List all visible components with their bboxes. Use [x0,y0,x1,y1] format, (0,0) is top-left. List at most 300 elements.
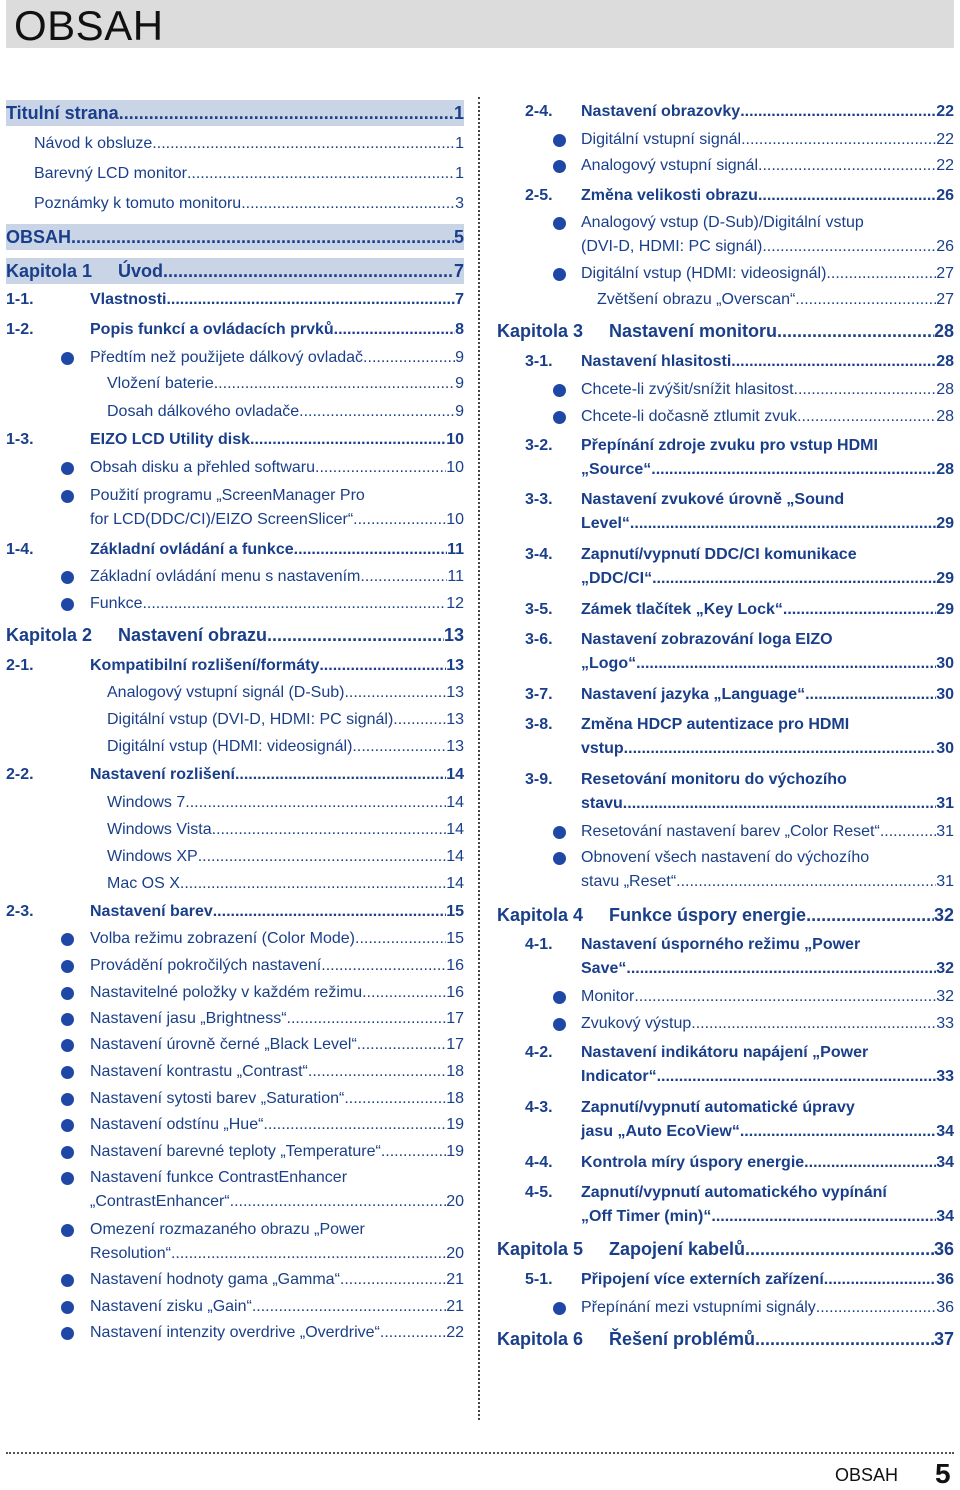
leader-dots [691,1012,936,1036]
entry-row[interactable] [34,132,464,156]
section-number: 4-4. [525,1154,553,1171]
leader-dots [393,708,446,732]
page-ref: 31 [936,823,954,840]
toc-entry[interactable] [6,622,464,648]
entry-title-line2: Resolution“ [90,1245,171,1262]
footer-label: OBSAH [835,1465,899,1485]
entry-title-line2: (DVI-D, HDMI: PC signál) [581,238,763,255]
entry-title: Poznámky k tomuto monitoru [34,195,242,212]
page-ref: 22 [936,157,954,174]
entry-row[interactable] [107,872,464,896]
page-ref: 29 [936,601,954,618]
entry-row[interactable] [90,1190,464,1214]
page-ref: 15 [446,930,464,947]
entry-row[interactable] [90,508,464,532]
bullet-icon [553,411,566,424]
entry-row[interactable] [581,567,954,591]
entry-row[interactable] [90,456,464,480]
leader-dots [187,162,455,186]
page-ref: 22 [936,103,954,120]
entry-row[interactable] [90,763,464,787]
entry-title: Provádění pokročilých nastavení [90,957,322,974]
toc-entry[interactable] [497,1326,954,1352]
chapter-row[interactable] [609,1327,954,1351]
entry-row[interactable] [581,100,954,124]
page-ref: 14 [446,766,464,783]
toc-entry[interactable] [6,224,464,250]
entry-row[interactable] [90,1140,464,1164]
chapter-title: Nastavení monitoru [609,321,778,341]
entry-row[interactable] [581,235,954,259]
toc-entry[interactable] [497,902,954,928]
leader-dots [741,128,936,152]
entry-row[interactable] [581,598,954,622]
section-number: 2-4. [525,103,553,120]
entry-title: Kontrola míry úspory energie [581,1154,805,1171]
entry-title: Chcete-li zvýšit/snížit hlasitost [581,381,794,398]
bullet-icon [61,1039,74,1052]
page-ref: 20 [446,1245,464,1262]
entry-row[interactable] [581,1205,954,1229]
leader-dots [212,818,447,842]
entry-title-line2: „ContrastEnhancer“ [90,1193,230,1210]
leader-dots [634,985,936,1009]
entry-row[interactable] [90,1268,464,1292]
page-ref: 9 [455,375,464,392]
leader-dots [308,1060,446,1084]
entry-title: Funkce [90,595,143,612]
entry-row[interactable] [581,957,954,981]
entry-title-line2: Level“ [581,515,630,532]
entry-row[interactable] [581,512,954,536]
entry-title-line2: „Off Timer (min)“ [581,1208,712,1225]
bullet-icon [61,1224,74,1237]
page-ref: 34 [936,1154,954,1171]
entry-title: Barevný LCD monitor [34,165,187,182]
leader-dots [294,538,447,562]
bullet-icon [61,933,74,946]
page-ref: 21 [446,1298,464,1315]
entry-title: Analogový vstupní signál [581,157,758,174]
leader-dots [816,1296,936,1320]
leader-dots [315,456,446,480]
page-ref: 9 [455,349,464,366]
entry-row[interactable] [107,400,464,424]
entry-row[interactable] [107,708,464,732]
page-ref: 37 [933,1329,954,1349]
entry-row[interactable] [581,154,954,178]
leader-dots [357,1033,446,1057]
leader-dots [652,567,936,591]
entry-row[interactable] [90,1033,464,1057]
entry-title: Nastavení obrazovky [581,103,741,120]
page-ref: 32 [936,988,954,1005]
page-ref: 5 [453,227,464,247]
entry-row[interactable] [90,538,464,562]
leader-dots [762,235,936,259]
entry-row[interactable] [581,1065,954,1089]
entry-row[interactable] [597,288,954,312]
entry-title: Nastavení odstínu „Hue“ [90,1116,264,1133]
entry-row[interactable] [90,900,464,924]
chapter-row[interactable] [609,1237,954,1261]
entry-title-line2: stavu [581,795,623,812]
page-title: OBSAH [14,2,164,49]
leader-dots [119,101,454,125]
page-ref: 34 [936,1123,954,1140]
leader-dots [758,154,936,178]
entry-title: Chcete-li dočasně ztlumit zvuk [581,408,798,425]
leader-dots [623,792,936,816]
entry-row[interactable] [107,681,464,705]
leader-dots [806,903,934,927]
bullet-icon [553,1018,566,1031]
entry-title: Windows 7 [107,794,186,811]
entry-title-line2: for LCD(DDC/CI)/EIZO ScreenSlicer“ [90,511,354,528]
entry-title-line1: Obnovení všech nastavení do výchozího [581,849,870,866]
page-ref: 9 [455,403,464,420]
entry-row[interactable] [581,128,954,152]
page-ref: 1 [453,103,464,123]
chapter-title: Úvod [118,261,163,281]
bullet-icon [61,960,74,973]
entry-row[interactable] [107,791,464,815]
leader-dots [355,927,446,951]
page-ref: 14 [446,821,464,838]
entry-title: Monitor [581,988,635,1005]
page-ref: 10 [446,511,464,528]
entry-title-line2: vstup [581,740,624,757]
entry-title: Nastavení sytosti barev „Saturation“ [90,1090,345,1107]
leader-dots [363,346,455,370]
leader-dots [795,288,936,312]
leader-dots [287,1007,447,1031]
entry-row[interactable] [581,1151,954,1175]
bullet-icon [61,1172,74,1185]
chapter-title: Funkce úspory energie [609,905,807,925]
entry-title: Digitální vstup (DVI-D, HDMI: PC signál) [107,711,394,728]
entry-title-line1: Nastavení funkce ContrastEnhancer [90,1169,348,1186]
entry-row[interactable] [581,737,954,761]
toc-entry[interactable] [497,1236,954,1262]
entry-row[interactable] [581,870,954,894]
leader-dots [711,1205,936,1229]
page-ref: 28 [933,321,954,341]
entry-title-line1: Nastavení indikátoru napájení „Power [581,1044,869,1061]
entry-row[interactable] [90,1321,464,1345]
entry-row[interactable] [581,378,954,402]
entry-title: Nastavení rozlišení [90,766,235,783]
page-ref: 36 [936,1271,954,1288]
leader-dots [745,1237,934,1261]
page-ref: 21 [446,1271,464,1288]
entry-title: Nastavení jazyka „Language“ [581,686,806,703]
entry-row[interactable] [581,985,954,1009]
entry-row[interactable] [90,428,464,452]
entry-row[interactable] [581,792,954,816]
entry-title: Přepínání mezi vstupními signály [581,1299,816,1316]
entry-title: Připojení více externích zařízení [581,1271,824,1288]
entry-row[interactable] [90,654,464,678]
page-ref: 14 [446,875,464,892]
bullet-icon [61,598,74,611]
leader-dots [626,957,936,981]
section-number: 3-6. [525,631,553,648]
leader-dots [624,737,937,761]
entry-row[interactable] [581,1120,954,1144]
chapter-number: Kapitola 1 [6,261,93,281]
leader-dots [171,1242,446,1266]
leader-dots [353,508,446,532]
entry-row[interactable] [581,683,954,707]
page-ref: 10 [446,431,464,448]
entry-title: Digitální vstupní signál [581,131,742,148]
entry-row[interactable] [90,1060,464,1084]
leader-dots [758,184,936,208]
page-ref: 26 [936,238,954,255]
leader-dots [340,1268,446,1292]
bullet-icon [553,268,566,281]
entry-row[interactable] [34,192,464,216]
page-ref: 26 [936,187,954,204]
chapter-row[interactable] [6,101,464,125]
entry-row[interactable] [90,1295,464,1319]
entry-title-line2: „Logo“ [581,655,637,672]
chapter-number: Kapitola 3 [497,321,584,341]
chapter-number: Kapitola 4 [497,905,584,925]
entry-row[interactable] [34,162,464,186]
chapter-number: Kapitola 5 [497,1239,584,1259]
entry-title-line1: Zapnutí/vypnutí automatického vypínání [581,1184,887,1201]
entry-title: Nastavení jasu „Brightness“ [90,1010,287,1027]
entry-row[interactable] [581,1012,954,1036]
section-number: 2-2. [6,766,34,783]
entry-title: Analogový vstupní signál (D-Sub) [107,684,345,701]
entry-title-line1: Zapnutí/vypnutí DDC/CI komunikace [581,546,857,563]
leader-dots [804,1151,936,1175]
entry-row[interactable] [581,458,954,482]
leader-dots [267,623,444,647]
section-number: 4-1. [525,936,553,953]
entry-row[interactable] [90,288,464,312]
section-number: 4-5. [525,1184,553,1201]
entry-title: Digitální vstup (HDMI: videosignál) [581,265,827,282]
page-ref: 14 [446,848,464,865]
toc-entry[interactable] [497,318,954,344]
entry-title: Obsah disku a přehled softwaru [90,459,316,476]
bullet-icon [553,217,566,230]
page-ref: 11 [447,568,464,585]
page-ref: 30 [936,655,954,672]
section-number: 3-9. [525,771,553,788]
bullet-icon [553,384,566,397]
page-ref: 18 [446,1090,464,1107]
entry-row[interactable] [581,652,954,676]
page-ref: 8 [455,321,464,338]
entry-row[interactable] [90,954,464,978]
entry-row[interactable] [90,565,464,589]
entry-row[interactable] [581,1296,954,1320]
section-number: 3-1. [525,353,553,370]
section-number: 3-4. [525,546,553,563]
leader-dots [252,1295,446,1319]
leader-dots [783,598,936,622]
page-ref: 13 [446,657,464,674]
entry-row[interactable] [107,845,464,869]
chapter-title: Zapojení kabelů [609,1239,746,1259]
page-ref: 29 [936,570,954,587]
page-ref: 36 [933,1239,954,1259]
page-ref: 20 [446,1193,464,1210]
section-number: 3-8. [525,716,553,733]
entry-row[interactable] [581,184,954,208]
entry-title: Vložení baterie [107,375,214,392]
leader-dots [344,1087,446,1111]
page-ref: 19 [446,1116,464,1133]
page-ref: 30 [936,686,954,703]
leader-dots [198,845,447,869]
page-ref: 17 [446,1010,464,1027]
entry-title: Dosah dálkového ovladače [107,403,300,420]
page-ref: 13 [446,711,464,728]
toc-entry[interactable] [6,100,464,126]
leader-dots [299,400,455,424]
page-ref: 28 [936,408,954,425]
bullet-icon [61,462,74,475]
leader-dots [651,458,936,482]
entry-row[interactable] [90,1007,464,1031]
entry-title: Nastavení úrovně černé „Black Level“ [90,1036,357,1053]
entry-row[interactable] [90,1242,464,1266]
entry-row[interactable] [90,592,464,616]
entry-title: Nastavení kontrastu „Contrast“ [90,1063,308,1080]
page-ref: 28 [936,381,954,398]
entry-row[interactable] [90,981,464,1005]
chapter-title: Nastavení obrazu [118,625,268,645]
page-ref: 7 [455,291,464,308]
entry-title: Windows XP [107,848,198,865]
entry-row[interactable] [107,372,464,396]
leader-dots [880,820,936,844]
chapter-row[interactable] [118,259,464,283]
entry-row[interactable] [107,735,464,759]
entry-title-line2: Indicator“ [581,1068,657,1085]
bullet-icon [61,1013,74,1026]
page-ref: 28 [936,461,954,478]
page-ref: 14 [446,794,464,811]
leader-dots [71,225,454,249]
leader-dots [755,1327,934,1351]
leader-dots [381,1140,446,1164]
entry-title: Mac OS X [107,875,180,892]
leader-dots [230,1190,447,1214]
entry-title-line1: Nastavení úsporného režimu „Power [581,936,861,953]
section-number: 3-3. [525,491,553,508]
page-ref: 28 [936,353,954,370]
entry-title-line1: Analogový vstup (D-Sub)/Digitální vstup [581,214,864,231]
entry-row[interactable] [90,1113,464,1137]
entry-row[interactable] [90,346,464,370]
entry-title: Změna velikosti obrazu [581,187,758,204]
entry-title: Návod k obsluze [34,135,153,152]
leader-dots [241,192,455,216]
leader-dots [362,981,446,1005]
leader-dots [826,262,936,286]
entry-row[interactable] [581,1268,954,1292]
leader-dots [166,288,455,312]
leader-dots [805,683,936,707]
page-ref: 1 [455,165,464,182]
page-ref: 3 [455,195,464,212]
page-ref: 22 [936,131,954,148]
page-ref: 31 [936,795,954,812]
toc-entry[interactable] [6,258,464,284]
page-number: 5 [935,1458,951,1489]
entry-title: Zvětšení obrazu „Overscan“ [597,291,796,308]
entry-title: Základní ovládání menu s nastavením [90,568,361,585]
chapter-row[interactable] [118,623,464,647]
leader-dots [794,378,937,402]
leader-dots [824,1268,936,1292]
page-ref: 18 [446,1063,464,1080]
section-number: 5-1. [525,1271,553,1288]
entry-title: EIZO LCD Utility disk [90,431,251,448]
leader-dots [334,318,455,342]
section-number: 1-2. [6,321,34,338]
entry-row[interactable] [581,820,954,844]
entry-title-line2: jasu „Auto EcoView“ [581,1123,740,1140]
entry-row[interactable] [90,927,464,951]
section-number: 4-2. [525,1044,553,1061]
footer-rule [6,1452,954,1454]
page-ref: 33 [936,1015,954,1032]
entry-title: Windows Vista [107,821,212,838]
entry-row[interactable] [90,318,464,342]
entry-title: Zámek tlačítek „Key Lock“ [581,601,783,618]
chapter-title: Řešení problémů [609,1329,756,1349]
entry-row[interactable] [581,262,954,286]
chapter-title: OBSAH [6,227,72,247]
entry-title-line1: Přepínání zdroje zvuku pro vstup HDMI [581,437,878,454]
entry-row[interactable] [581,350,954,374]
entry-row[interactable] [581,405,954,429]
entry-title: Nastavení barevné teploty „Temperature“ [90,1143,381,1160]
chapter-row[interactable] [609,319,954,343]
column-divider [478,97,480,1420]
leader-dots [740,100,936,124]
bullet-icon [553,1302,566,1315]
entry-title-line1: Použití programu „ScreenManager Pro [90,487,365,504]
leader-dots [214,372,455,396]
entry-title: Resetování nastavení barev „Color Reset“ [581,823,880,840]
page-ref: 27 [936,291,954,308]
page-ref: 33 [936,1068,954,1085]
entry-title: Vlastnosti [90,291,167,308]
entry-row[interactable] [90,1087,464,1111]
leader-dots [380,1321,446,1345]
entry-title: Nastavení hlasitosti [581,353,732,370]
page-ref: 31 [936,873,954,890]
leader-dots [797,405,936,429]
leader-dots [360,565,447,589]
entry-row[interactable] [107,818,464,842]
chapter-title: Titulní strana [6,103,119,123]
chapter-row[interactable] [609,903,954,927]
entry-title: Digitální vstup (HDMI: videosignál) [107,738,353,755]
bullet-icon [61,571,74,584]
entry-title-line2: Save“ [581,960,627,977]
chapter-row[interactable] [6,225,464,249]
